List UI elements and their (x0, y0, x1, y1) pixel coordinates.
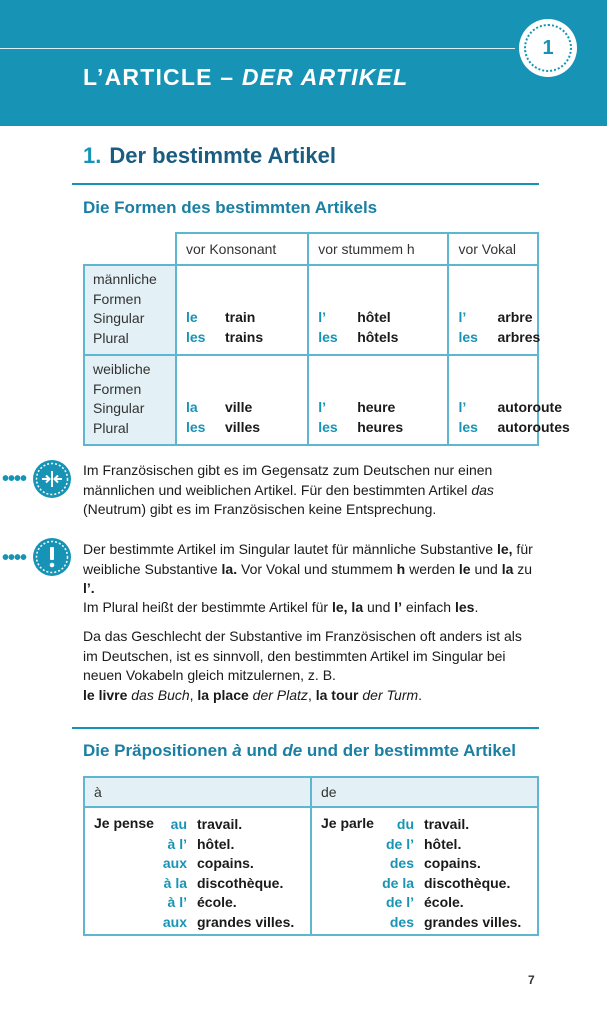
article: le (186, 309, 198, 325)
dots-decoration: •••• (2, 547, 27, 569)
important-note-p1 (83, 540, 539, 599)
important-note-p3 (83, 627, 539, 705)
noun: travail. (197, 816, 243, 832)
text-italic: das Buch (127, 686, 190, 703)
forms-heading: Die Formen des bestimmten Artikels (83, 198, 378, 217)
word-column (424, 815, 521, 932)
noun: train (225, 309, 256, 325)
text-bold: la place (197, 686, 249, 703)
table-cell (84, 807, 311, 935)
chapter-title (83, 64, 408, 91)
chapter-header (0, 0, 607, 126)
article-column (372, 815, 414, 932)
contracted-article: à l’ (167, 894, 187, 910)
prepositions-table-header (84, 777, 538, 807)
text-italic: das (471, 481, 494, 498)
column-header: à (84, 777, 311, 807)
text-bold: les (454, 599, 475, 615)
table-cell (311, 807, 538, 935)
prepositions-heading (83, 741, 516, 761)
page-number: 7 (528, 973, 535, 987)
text-bold: le, (496, 541, 513, 557)
text-bold: la (501, 560, 514, 577)
text-bold: le, la (331, 599, 364, 615)
noun: travail. (424, 816, 470, 832)
row-label-line: Formen (93, 290, 142, 307)
column-header: de (311, 777, 538, 807)
text: . (474, 599, 479, 615)
text: für weibliche Substantive (83, 541, 533, 577)
row-label (84, 265, 176, 355)
forms-table (83, 232, 570, 446)
text-italic: der Platz (248, 686, 308, 703)
noun: discothèque. (424, 874, 511, 891)
table-cell (308, 355, 448, 445)
contracted-article: au (170, 816, 187, 832)
article: les (458, 329, 478, 345)
article: les (318, 329, 338, 345)
contracted-article: à la (163, 874, 187, 891)
article: les (318, 419, 338, 435)
prepositions-table (83, 776, 539, 936)
text: Im Plural heißt der bestimmte Artikel für (83, 599, 332, 615)
table-cell (176, 355, 308, 445)
text: Da das Geschlecht der Substantive im Französischen oft anders ist als im Deutschen, ist es sinnvoll, den bestimmten Artikel im Singular bei neuen Vokabeln gleich mitzulernen, z. B. (83, 628, 522, 683)
article: l’ (318, 399, 326, 415)
noun: école. (424, 894, 464, 910)
contracted-article: de l’ (385, 835, 414, 852)
section-rule (72, 183, 539, 185)
sentence-lead: Je pense (94, 815, 154, 831)
row-label-line: männliche (93, 271, 157, 287)
text: und (470, 560, 502, 577)
text: . (418, 686, 423, 703)
noun: copains. (197, 855, 254, 871)
noun: heures (357, 419, 404, 435)
noun: grandes villes. (197, 913, 295, 930)
chapter-title-de: DER ARTIKEL (241, 64, 409, 90)
text-bold: h (396, 560, 406, 577)
text-bold: le livre (83, 686, 128, 703)
article-column (145, 815, 187, 932)
noun: hôtels (357, 329, 399, 345)
text: und (241, 741, 283, 760)
sentence-lead: Je parle (321, 815, 374, 831)
noun: discothèque. (197, 874, 284, 891)
exclamation-icon (33, 538, 71, 576)
article: les (186, 329, 206, 345)
forms-table-header (84, 233, 538, 265)
text-bold: l’. (83, 580, 95, 596)
noun: hôtel. (424, 835, 462, 852)
text: und der bestimmte Artikel (302, 741, 516, 760)
row-label-line: Singular (93, 400, 145, 416)
noun: heure (357, 399, 396, 415)
article: la (186, 399, 198, 415)
chapter-badge (519, 19, 577, 77)
text: Die Präpositionen (83, 741, 233, 760)
noun: arbres (497, 329, 541, 345)
row-label-line: Formen (93, 380, 142, 397)
section-rule (72, 727, 539, 729)
forms-table-corner (84, 233, 176, 265)
table-cell (448, 355, 570, 445)
important-note-p2 (83, 598, 539, 618)
prepositions-row (84, 807, 538, 935)
noun: trains (225, 329, 264, 345)
table-cell (448, 265, 541, 355)
section-number: 1. (83, 143, 102, 168)
noun: hôtel (357, 309, 391, 325)
noun: ville (225, 399, 253, 415)
contracted-article: des (389, 913, 414, 930)
noun: autoroute (497, 399, 563, 415)
noun: hôtel. (197, 835, 235, 852)
word-column (197, 815, 294, 932)
noun: autoroutes (497, 419, 570, 435)
noun: arbre (497, 309, 533, 325)
row-label-line: Plural (93, 419, 129, 436)
text: werden (405, 560, 459, 577)
text: zu (513, 560, 533, 577)
contracted-article: aux (162, 913, 187, 930)
chapter-number: 1 (524, 24, 572, 72)
text: einfach (402, 599, 455, 615)
text: (Neutrum) gibt es im Französischen keine Entsprechung. (83, 501, 437, 517)
header-divider (0, 48, 515, 49)
contracted-article: du (396, 816, 414, 832)
noun: grandes villes. (424, 913, 522, 930)
text-bold: le (458, 560, 471, 577)
forms-row-feminine (84, 355, 538, 445)
dots-decoration: •••• (2, 468, 27, 490)
text-italic: à (232, 741, 242, 760)
column-header: vor Konsonant (176, 233, 308, 265)
text-bold: la tour (315, 686, 359, 703)
text: Vor Vokal und stummem (237, 560, 397, 577)
article: l’ (458, 309, 467, 325)
column-header: vor stummem h (308, 233, 448, 265)
column-header: vor Vokal (448, 233, 538, 265)
text-italic: der Turm (358, 686, 419, 703)
contracted-article: aux (162, 855, 187, 871)
table-cell (176, 265, 308, 355)
section-title (83, 143, 336, 169)
text: Im Französischen gibt es im Gegensatz zum Deutschen nur einen männlichen und weiblichen Artikel. Für den bestimmten Artikel (83, 462, 493, 498)
contracted-article: à l’ (167, 835, 187, 852)
contracted-article: de la (382, 874, 414, 891)
row-label (84, 355, 176, 445)
compare-note-text (83, 461, 539, 520)
forms-row-masculine (84, 265, 538, 355)
noun: copains. (424, 855, 481, 871)
compare-arrows-icon (33, 460, 71, 498)
article: l’ (318, 309, 326, 325)
row-label-line: weibliche (93, 361, 151, 377)
text-bold: l’ (394, 599, 403, 615)
section-title-text: Der bestimmte Artikel (109, 143, 336, 168)
text-italic: de (282, 741, 303, 760)
noun: villes (225, 419, 261, 435)
row-label-line: Singular (93, 310, 145, 326)
chapter-title-fr: L’ARTICLE – (83, 64, 242, 90)
text: Der bestimmte Artikel im Singular lautet für männliche Substantive (83, 541, 497, 557)
text: und (363, 599, 395, 615)
article: les (458, 419, 478, 435)
contracted-article: de l’ (385, 894, 414, 910)
text: , (307, 686, 316, 703)
article: l’ (458, 399, 467, 415)
contracted-article: des (389, 855, 414, 871)
text-bold: la. (221, 560, 238, 577)
table-cell (308, 265, 448, 355)
noun: école. (197, 894, 237, 910)
text: , (189, 686, 198, 703)
article: les (186, 419, 206, 435)
row-label-line: Plural (93, 329, 129, 346)
